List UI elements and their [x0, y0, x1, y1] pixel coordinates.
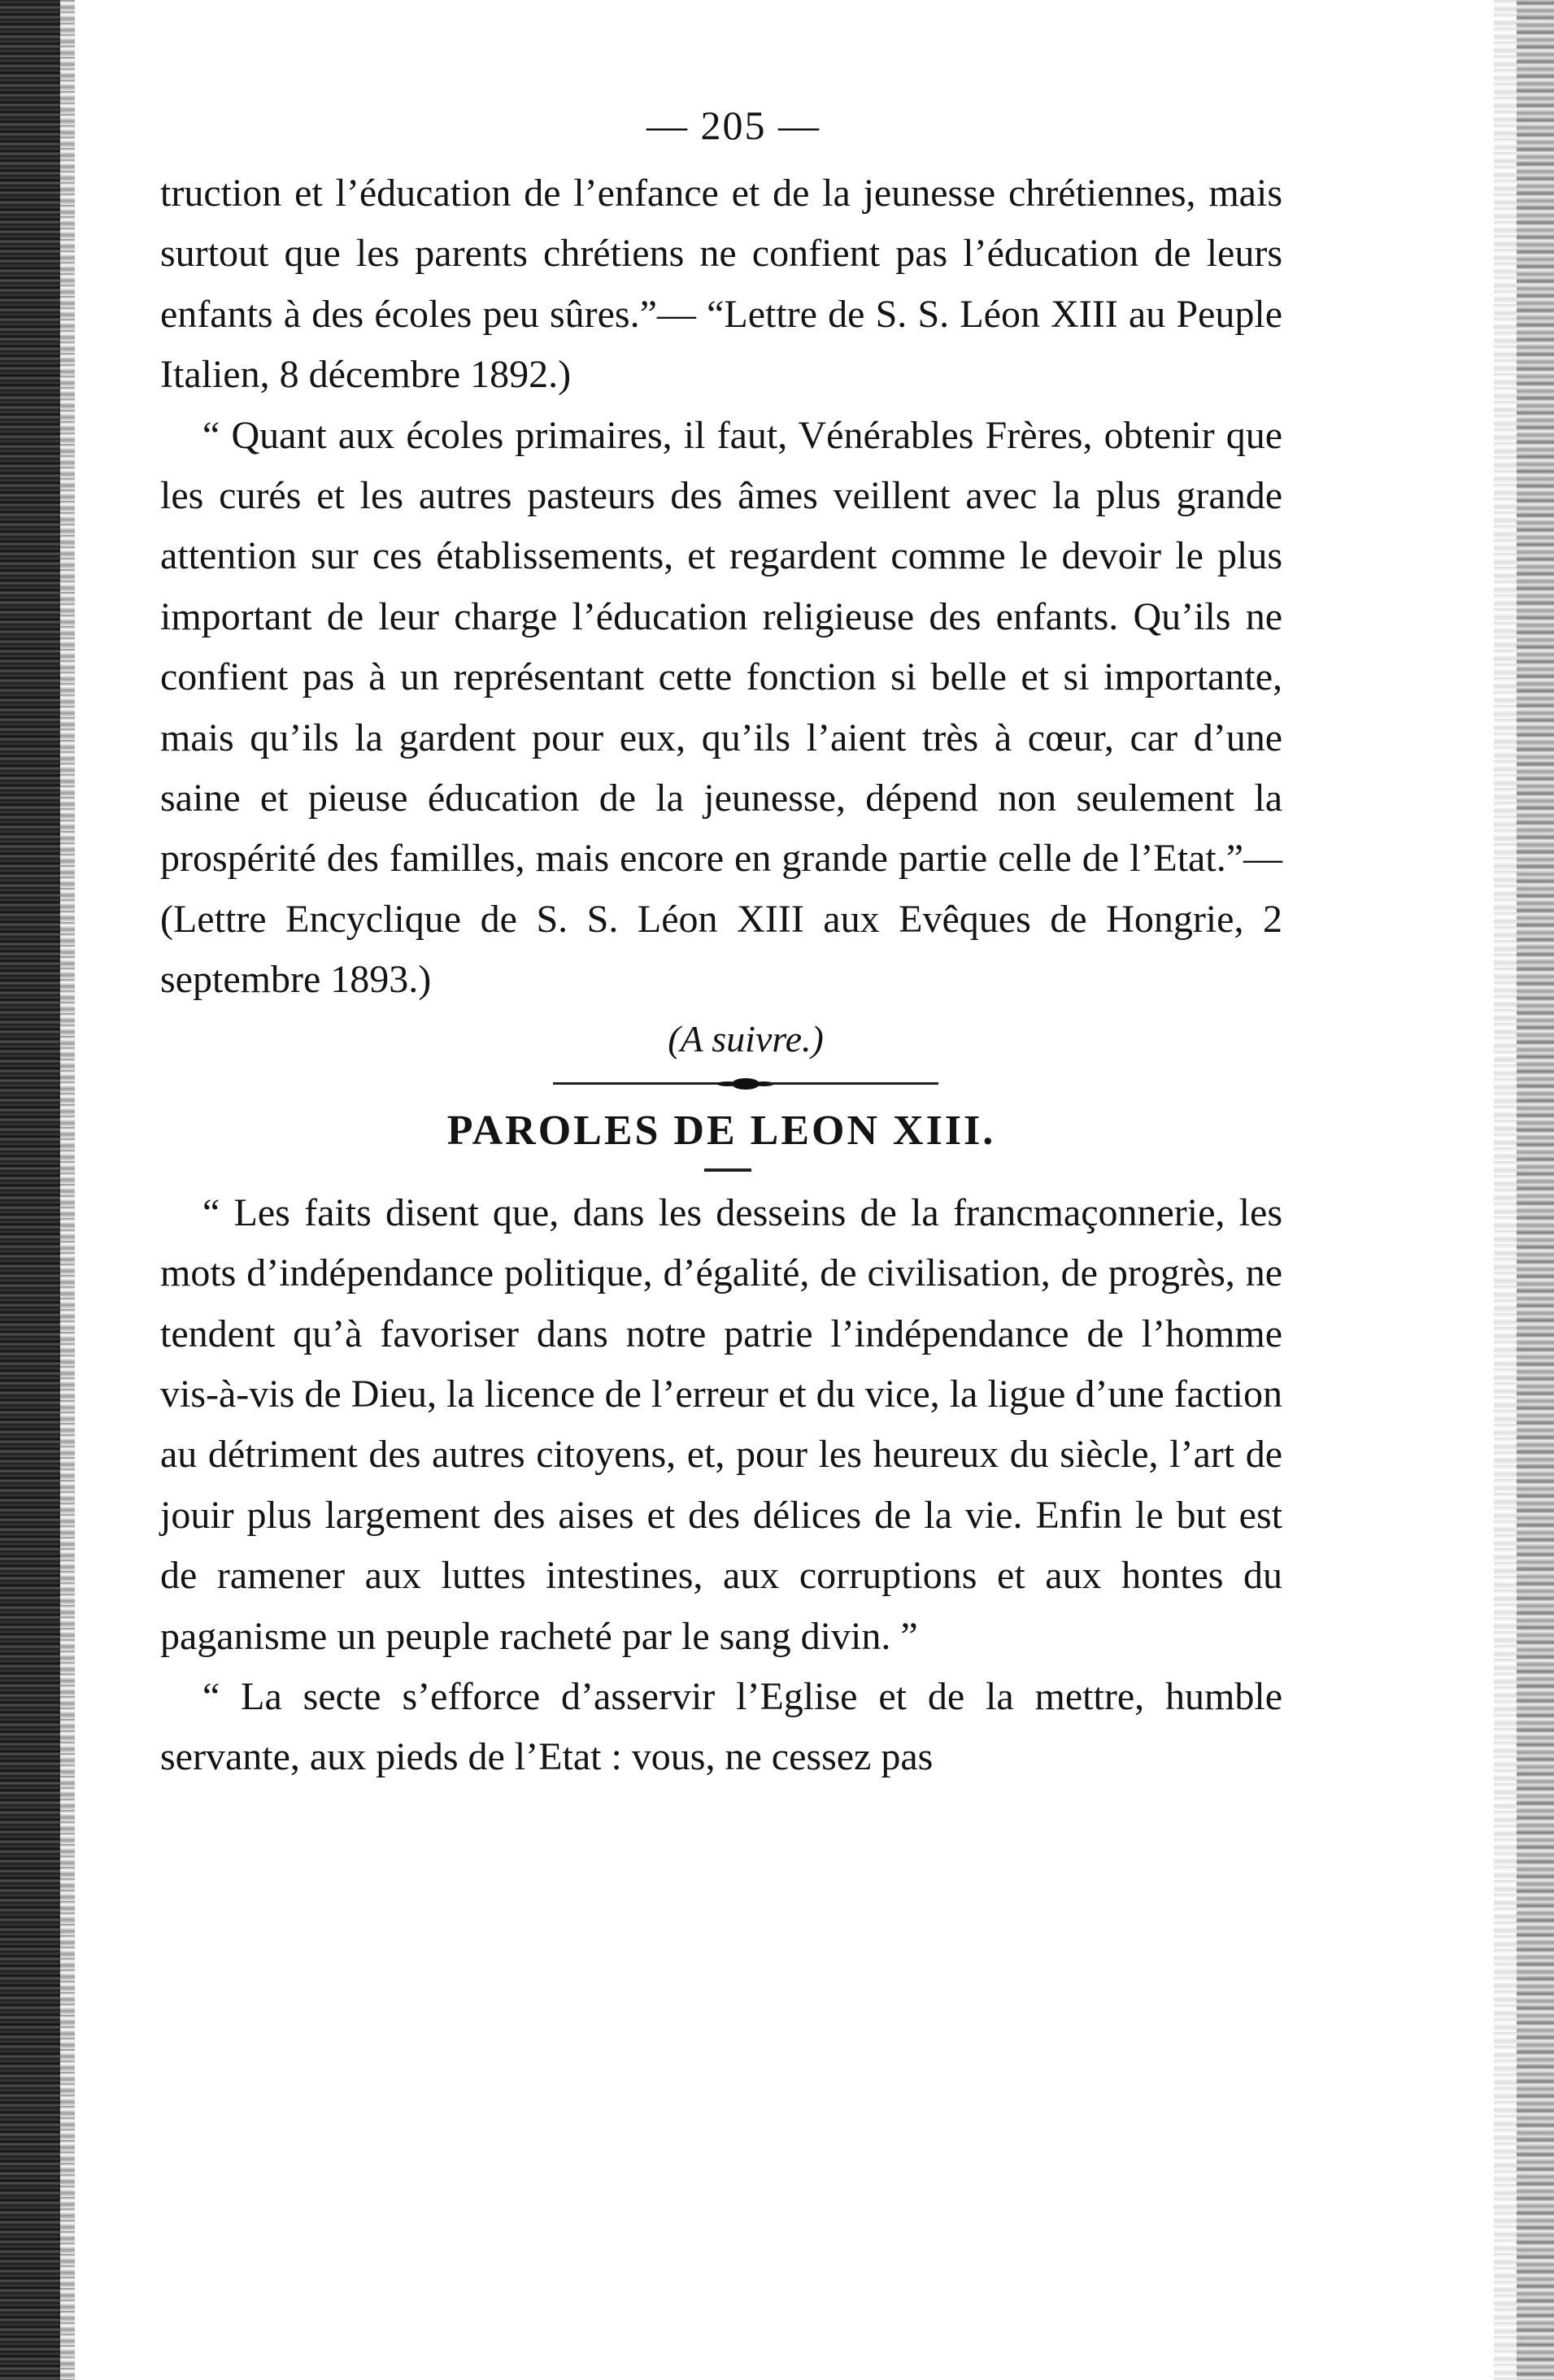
page-number: — 205 —	[646, 102, 821, 148]
paragraph-ecoles-primaires: “ Quant aux écoles primaires, il faut, Vénérables Frères, obtenir que les curés et les autres pasteurs des âmes veillent avec la plus grande attention sur ces établissements, et regardent comme le devoir le plus important de leur charge l’éducation religieuse des enfants. Qu’ils ne confient pas à un représentant cette fonction si belle et si importante, mais qu’ils la gardent pour eux, qu’ils l’aient très à cœur, car d’une saine et pieuse éducation de la jeunesse, dépend non seulement la prospérité des familles, mais encore en grande partie celle de l’Etat.”—(Lettre Encyclique de S. S. Léon XIII aux Evêques de Hongrie, 2 septembre 1893.)	[160, 413, 1282, 1002]
a-suivre: (A suivre.)	[668, 1017, 824, 1059]
divider-ornament	[732, 1078, 760, 1090]
title-rule	[704, 1168, 751, 1172]
ornamental-divider	[209, 1068, 1282, 1100]
scan-edge-right	[1517, 0, 1554, 2380]
paragraph-lettre-peuple-italien: truction et l’éducation de l’enfance et de la jeunesse chrétiennes, mais surtout que les parents chrétiens ne confient pas l’éducation de leurs enfants à des écoles peu sûres.”— “Lettre de S. S. Léon XIII au Peuple Italien, 8 décembre 1892.)	[160, 172, 1282, 397]
book-page	[160, 102, 1282, 1788]
section-title: PAROLES DE LEON XIII.	[446, 1107, 996, 1154]
paragraph-secte-eglise: “ La secte s’efforce d’asservir l’Eglise et de la mettre, humble servante, aux pieds de l’Etat : vous, ne cessez pas	[160, 1674, 1282, 1779]
divider-line-right	[768, 1082, 938, 1085]
divider-line-left	[553, 1082, 724, 1085]
scan-edge-left	[0, 0, 75, 2380]
paragraph-franc-maconnerie: “ Les faits disent que, dans les desseins de la francmaçonnerie, les mots d’indépendance politique, d’égalité, de civilisation, de progrès, ne tendent qu’à favoriser dans notre patrie l’indépendance de l’homme vis-à-vis de Dieu, la licence de l’erreur et du vice, la ligue d’une faction au détriment des autres citoyens, et, pour les heureux du siècle, l’art de jouir plus largement des aises et des délices de la vie. Enfin le but est de ramener aux luttes intestines, aux corruptions et aux hontes du paganisme un peuple racheté par le sang divin. ”	[160, 1190, 1282, 1658]
